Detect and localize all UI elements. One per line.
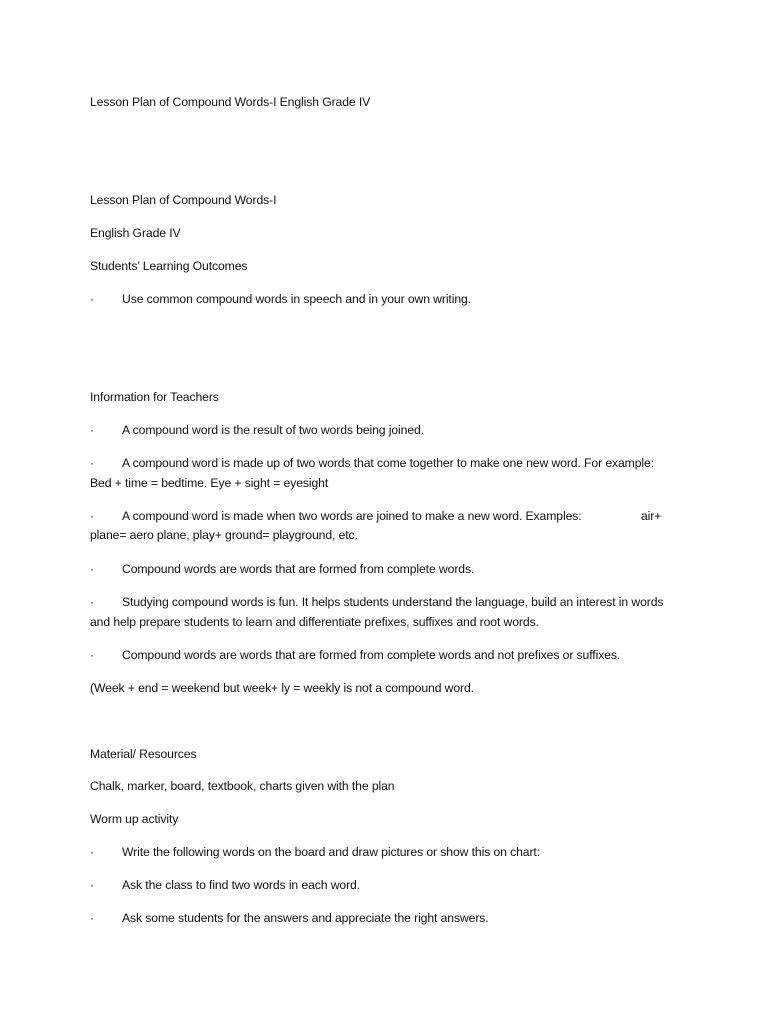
warmup-text: Ask the class to find two words in each word. <box>122 878 361 892</box>
info-item <box>90 421 670 441</box>
outcome-item <box>90 290 670 310</box>
bullet-icon: · <box>90 911 94 925</box>
warmup-text: Write the following words on the board and draw pictures or show this on chart: <box>122 845 540 859</box>
bullet-icon: · <box>90 423 94 437</box>
info-text: A compound word is made up of two words that come together to make one new word. For example: Bed + time = bedtime. Eye + sight = eyesight <box>90 456 654 490</box>
info-item <box>90 560 670 580</box>
info-text-continued: plane= aero plane, play+ ground= playground, etc. <box>90 528 358 542</box>
bullet-icon: · <box>90 456 94 470</box>
bullet-icon: · <box>90 595 94 609</box>
info-text-continued-start: air+ <box>641 509 662 523</box>
grade-label: English Grade IV <box>90 226 181 240</box>
info-text: A compound word is made when two words are joined to make a new word. Examples: <box>122 509 582 523</box>
outcomes-heading: Students’ Learning Outcomes <box>90 259 248 273</box>
bullet-icon: · <box>90 509 94 523</box>
warmup-heading: Worm up activity <box>90 812 179 826</box>
info-heading: Information for Teachers <box>90 390 219 404</box>
warmup-item <box>90 876 670 896</box>
info-note: (Week + end = weekend but week+ ly = weekly is not a compound word. <box>90 681 474 695</box>
lesson-title: Lesson Plan of Compound Words-I <box>90 193 277 207</box>
warmup-item <box>90 843 670 863</box>
info-text: Compound words are words that are formed from complete words and not prefixes or suffixes. <box>122 648 621 662</box>
info-item <box>90 646 670 666</box>
document-header-title: Lesson Plan of Compound Words-I English Grade IV <box>90 95 371 109</box>
info-item <box>90 454 670 493</box>
info-item <box>90 507 670 527</box>
materials-text: Chalk, marker, board, textbook, charts given with the plan <box>90 779 395 793</box>
warmup-item <box>90 909 670 929</box>
materials-heading: Material/ Resources <box>90 747 197 761</box>
outcome-text: Use common compound words in speech and in your own writing. <box>122 292 471 306</box>
info-text: Studying compound words is fun. It helps students understand the language, build an interest in words and help prepare students to learn and differentiate prefixes, suffixes and root words. <box>90 595 664 629</box>
warmup-text: Ask some students for the answers and appreciate the right answers. <box>122 911 489 925</box>
bullet-icon: · <box>90 562 94 576</box>
info-text: Compound words are words that are formed from complete words. <box>122 562 475 576</box>
bullet-icon: · <box>90 878 94 892</box>
info-item <box>90 593 670 632</box>
bullet-icon: · <box>90 292 94 306</box>
bullet-icon: · <box>90 648 94 662</box>
bullet-icon: · <box>90 845 94 859</box>
info-text: A compound word is the result of two words being joined. <box>122 423 424 437</box>
